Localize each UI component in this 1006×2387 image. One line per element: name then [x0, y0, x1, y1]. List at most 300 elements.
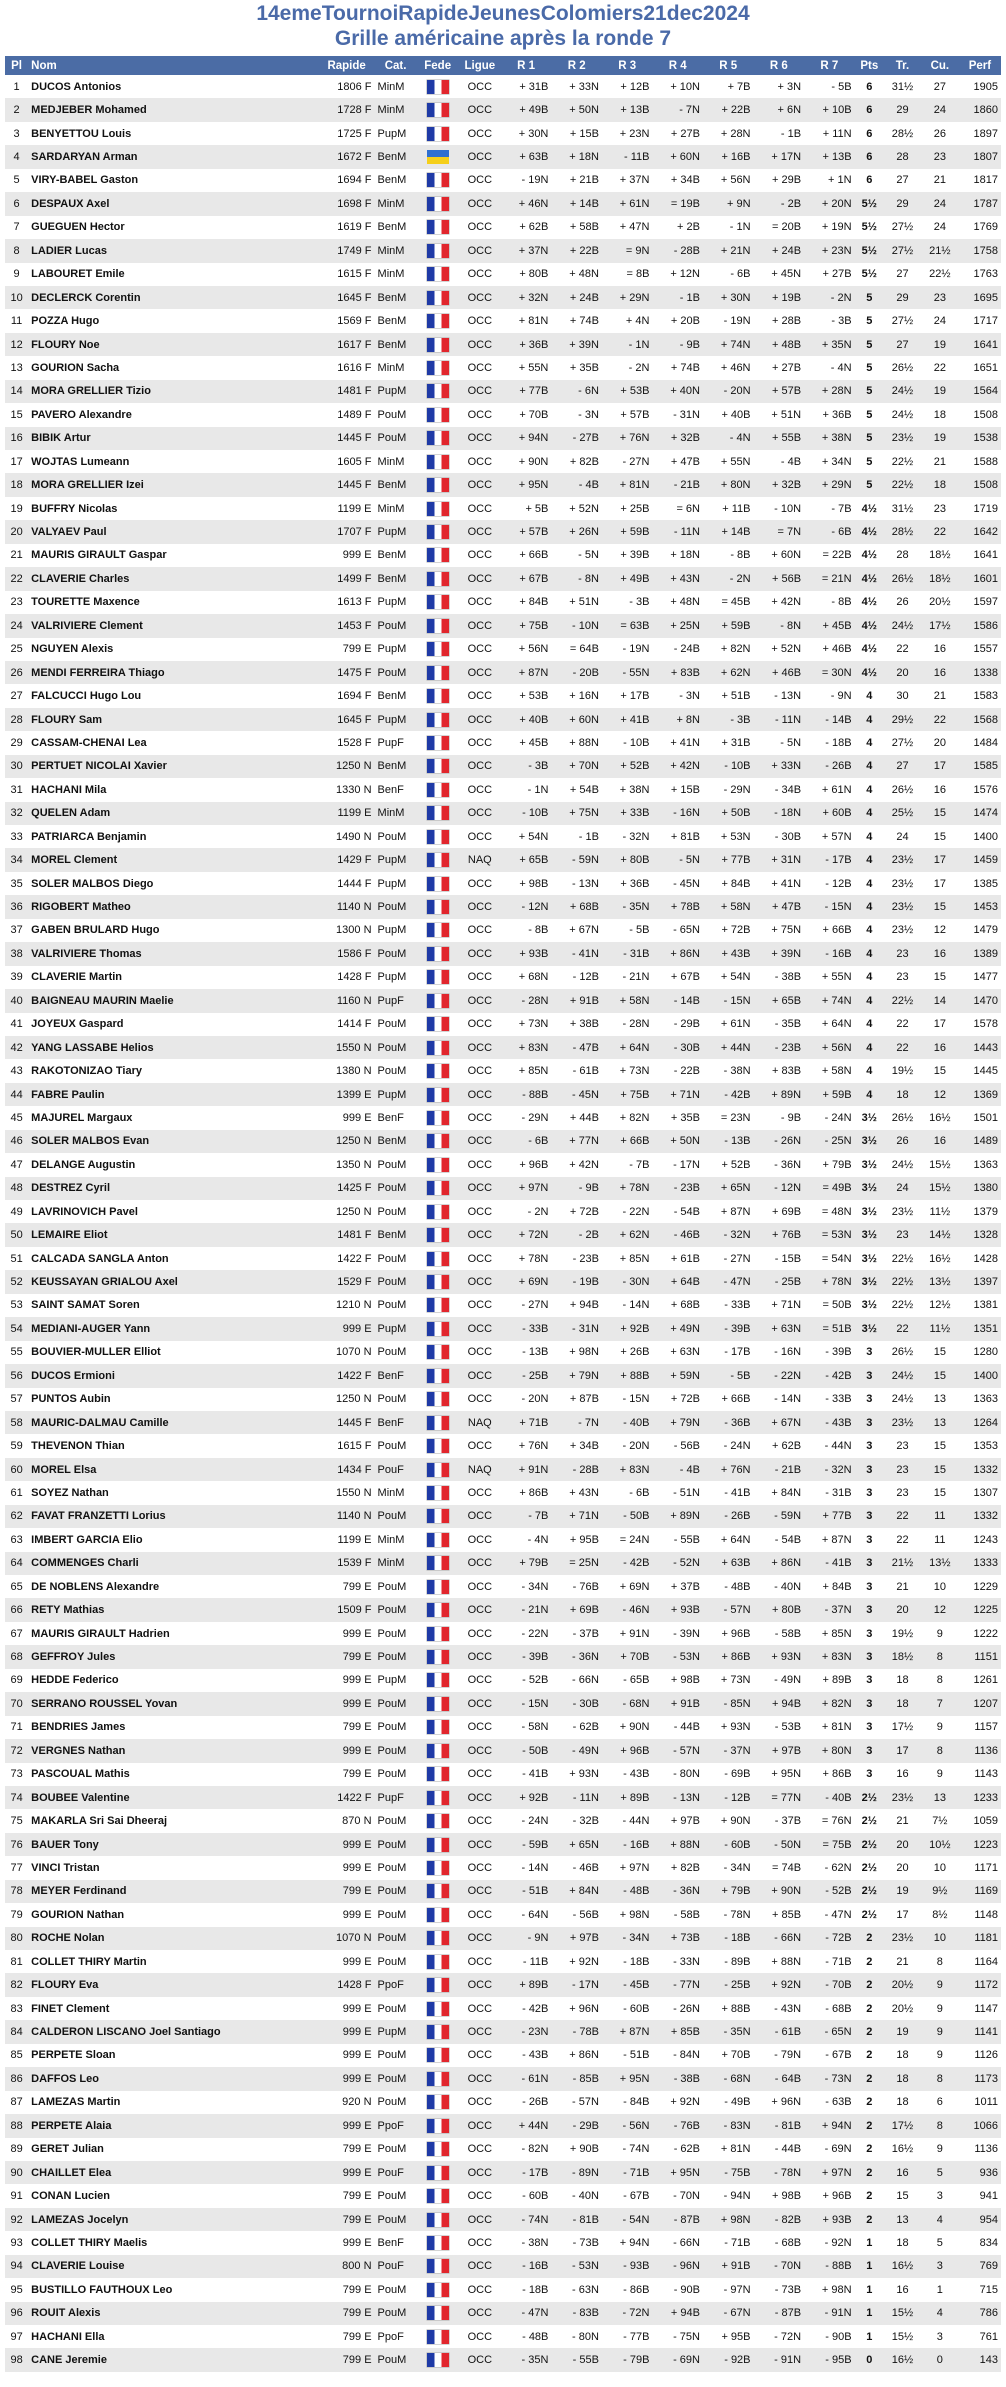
round-4-cell: - 51N: [652, 1481, 703, 1504]
points-cell: 1: [855, 2325, 884, 2348]
round-4-cell: - 58B: [652, 1903, 703, 1926]
round-6-cell: - 22N: [754, 1364, 805, 1387]
round-3-cell: - 16B: [602, 1833, 653, 1856]
french-flag-icon: [427, 291, 449, 305]
federation-cell: [417, 1083, 459, 1106]
round-1-cell: - 6B: [501, 1130, 552, 1153]
federation-cell: [417, 1434, 459, 1457]
table-row: [5, 75, 1001, 98]
round-1-cell: - 13B: [501, 1341, 552, 1364]
round-3-cell: - 71B: [602, 2161, 653, 2184]
category-cell: MinM: [375, 497, 417, 520]
tiebreak-cu-cell: 15: [921, 825, 959, 848]
round-2-cell: - 78B: [551, 2020, 602, 2043]
french-flag-icon: [427, 478, 449, 492]
round-6-cell: + 48B: [754, 333, 805, 356]
category-cell: PupF: [375, 989, 417, 1012]
round-4-cell: - 9B: [652, 333, 703, 356]
round-4-cell: - 23B: [652, 1177, 703, 1200]
points-cell: 5: [855, 427, 884, 450]
round-7-cell: + 74N: [804, 989, 855, 1012]
round-7-cell: + 19N: [804, 216, 855, 239]
page-title: 14emeTournoiRapideJeunesColomiers21dec2024: [256, 2, 750, 25]
french-flag-icon: [427, 1416, 449, 1430]
tiebreak-cu-cell: 9: [921, 1622, 959, 1645]
round-3-cell: + 25B: [602, 497, 653, 520]
place-cell: 79: [5, 1903, 28, 1926]
table-row: [5, 1106, 1001, 1129]
category-cell: PouM: [375, 1598, 417, 1621]
round-6-cell: + 88N: [754, 1950, 805, 1973]
federation-cell: [417, 2138, 459, 2161]
round-2-cell: + 88N: [551, 731, 602, 754]
round-4-cell: - 11N: [652, 520, 703, 543]
round-3-cell: + 87N: [602, 2020, 653, 2043]
rating-cell: 799 E: [319, 2184, 375, 2207]
performance-cell: 1222: [959, 1622, 1001, 1645]
place-cell: 9: [5, 263, 28, 286]
rating-cell: 1445 F: [319, 427, 375, 450]
tiebreak-tr-cell: 23: [884, 1434, 921, 1457]
points-cell: 0: [855, 2348, 884, 2371]
place-cell: 45: [5, 1106, 28, 1129]
table-row: [5, 1786, 1001, 1809]
category-cell: PupM: [375, 919, 417, 942]
round-5-cell: - 92B: [703, 2348, 754, 2371]
round-1-cell: - 1N: [501, 778, 552, 801]
round-2-cell: - 63N: [551, 2278, 602, 2301]
round-4-cell: + 83B: [652, 661, 703, 684]
tiebreak-tr-cell: 26½: [884, 1106, 921, 1129]
round-5-cell: + 96B: [703, 1622, 754, 1645]
rating-cell: 999 E: [319, 1856, 375, 1879]
category-cell: PouM: [375, 1739, 417, 1762]
round-2-cell: = 64B: [551, 638, 602, 661]
place-cell: 97: [5, 2325, 28, 2348]
league-cell: OCC: [459, 1997, 501, 2020]
table-row: [5, 638, 1001, 661]
league-cell: OCC: [459, 450, 501, 473]
rating-cell: 1140 N: [319, 1505, 375, 1528]
place-cell: 88: [5, 2114, 28, 2137]
league-cell: OCC: [459, 75, 501, 98]
league-cell: OCC: [459, 263, 501, 286]
round-5-cell: + 61N: [703, 1013, 754, 1036]
performance-cell: 1807: [959, 145, 1001, 168]
round-6-cell: - 9B: [754, 1106, 805, 1129]
round-4-cell: - 24B: [652, 638, 703, 661]
round-5-cell: + 80N: [703, 473, 754, 496]
federation-cell: [417, 1341, 459, 1364]
rating-cell: 999 E: [319, 1950, 375, 1973]
performance-cell: 1769: [959, 216, 1001, 239]
tiebreak-tr-cell: 18½: [884, 1645, 921, 1668]
round-6-cell: + 71N: [754, 1294, 805, 1317]
rating-cell: 799 E: [319, 2302, 375, 2325]
tiebreak-cu-cell: 19: [921, 427, 959, 450]
player-name-cell: VALRIVIERE Thomas: [28, 942, 319, 965]
round-4-cell: - 96N: [652, 2255, 703, 2278]
points-cell: 4: [855, 1083, 884, 1106]
round-4-cell: + 48N: [652, 591, 703, 614]
table-row: [5, 1294, 1001, 1317]
table-row: [5, 1880, 1001, 1903]
tiebreak-cu-cell: 3: [921, 2184, 959, 2207]
place-cell: 21: [5, 544, 28, 567]
round-7-cell: - 8B: [804, 591, 855, 614]
round-3-cell: + 39B: [602, 544, 653, 567]
category-cell: PouM: [375, 2138, 417, 2161]
points-cell: 3½: [855, 1130, 884, 1153]
rating-cell: 1199 E: [319, 1528, 375, 1551]
place-cell: 50: [5, 1223, 28, 1246]
round-4-cell: - 90B: [652, 2278, 703, 2301]
rating-cell: 1475 F: [319, 661, 375, 684]
rating-cell: 1160 N: [319, 989, 375, 1012]
player-name-cell: FLOURY Sam: [28, 708, 319, 731]
category-cell: MinM: [375, 1528, 417, 1551]
performance-cell: 1126: [959, 2044, 1001, 2067]
french-flag-icon: [427, 642, 449, 656]
tiebreak-cu-cell: 3: [921, 2255, 959, 2278]
round-4-cell: + 93B: [652, 1598, 703, 1621]
column-header: Pts: [855, 56, 884, 75]
round-6-cell: - 61B: [754, 2020, 805, 2043]
round-3-cell: + 52B: [602, 755, 653, 778]
federation-cell: [417, 333, 459, 356]
league-cell: OCC: [459, 1505, 501, 1528]
round-1-cell: - 33B: [501, 1317, 552, 1340]
tiebreak-cu-cell: 15: [921, 1458, 959, 1481]
round-5-cell: + 88B: [703, 1997, 754, 2020]
points-cell: 3: [855, 1341, 884, 1364]
federation-cell: [417, 1880, 459, 1903]
round-1-cell: + 72N: [501, 1223, 552, 1246]
round-1-cell: + 71B: [501, 1411, 552, 1434]
tiebreak-tr-cell: 26½: [884, 567, 921, 590]
league-cell: OCC: [459, 2067, 501, 2090]
round-7-cell: - 71B: [804, 1950, 855, 1973]
french-flag-icon: [427, 2259, 449, 2273]
league-cell: OCC: [459, 1294, 501, 1317]
rating-cell: 1645 F: [319, 708, 375, 731]
category-cell: PouM: [375, 2044, 417, 2067]
column-header: R 5: [703, 56, 754, 75]
performance-cell: 941: [959, 2184, 1001, 2207]
round-1-cell: - 43B: [501, 2044, 552, 2067]
round-7-cell: + 78N: [804, 1270, 855, 1293]
french-flag-icon: [427, 1861, 449, 1875]
french-flag-icon: [427, 1791, 449, 1805]
tiebreak-cu-cell: 12: [921, 1083, 959, 1106]
round-4-cell: - 55B: [652, 1528, 703, 1551]
round-4-cell: + 74B: [652, 356, 703, 379]
player-name-cell: CASSAM-CHENAI Lea: [28, 731, 319, 754]
french-flag-icon: [427, 1509, 449, 1523]
table-header-row: [5, 56, 1001, 75]
round-7-cell: - 6B: [804, 520, 855, 543]
round-2-cell: - 56B: [551, 1903, 602, 1926]
round-3-cell: + 17B: [602, 684, 653, 707]
french-flag-icon: [427, 1134, 449, 1148]
performance-cell: 1280: [959, 1341, 1001, 1364]
federation-cell: [417, 755, 459, 778]
round-6-cell: - 35B: [754, 1013, 805, 1036]
round-2-cell: + 70N: [551, 755, 602, 778]
rating-cell: 999 E: [319, 1903, 375, 1926]
place-cell: 66: [5, 1598, 28, 1621]
player-name-cell: THEVENON Thian: [28, 1434, 319, 1457]
performance-cell: 1445: [959, 1059, 1001, 1082]
place-cell: 4: [5, 145, 28, 168]
league-cell: OCC: [459, 1950, 501, 1973]
player-name-cell: GUEGUEN Hector: [28, 216, 319, 239]
round-6-cell: - 44B: [754, 2138, 805, 2161]
rating-cell: 1550 N: [319, 1481, 375, 1504]
federation-cell: [417, 1177, 459, 1200]
round-2-cell: + 94B: [551, 1294, 602, 1317]
place-cell: 58: [5, 1411, 28, 1434]
french-flag-icon: [427, 1627, 449, 1641]
tiebreak-cu-cell: 18: [921, 473, 959, 496]
player-name-cell: YANG LASSABE Helios: [28, 1036, 319, 1059]
rating-cell: 1422 F: [319, 1364, 375, 1387]
table-row: [5, 2020, 1001, 2043]
category-cell: PouM: [375, 1763, 417, 1786]
tiebreak-tr-cell: 23: [884, 1458, 921, 1481]
federation-cell: [417, 380, 459, 403]
round-1-cell: + 46N: [501, 192, 552, 215]
rating-cell: 999 E: [319, 1997, 375, 2020]
round-6-cell: + 83B: [754, 1059, 805, 1082]
federation-cell: [417, 2278, 459, 2301]
place-cell: 95: [5, 2278, 28, 2301]
round-6-cell: + 47B: [754, 895, 805, 918]
league-cell: OCC: [459, 1856, 501, 1879]
place-cell: 54: [5, 1317, 28, 1340]
performance-cell: 1443: [959, 1036, 1001, 1059]
category-cell: PouF: [375, 2161, 417, 2184]
points-cell: 5: [855, 380, 884, 403]
round-5-cell: + 21N: [703, 239, 754, 262]
table-row: [5, 1411, 1001, 1434]
round-4-cell: + 37B: [652, 1575, 703, 1598]
round-7-cell: - 90B: [804, 2325, 855, 2348]
league-cell: OCC: [459, 1317, 501, 1340]
league-cell: OCC: [459, 1270, 501, 1293]
round-1-cell: + 73N: [501, 1013, 552, 1036]
french-flag-icon: [427, 1228, 449, 1242]
round-4-cell: + 12N: [652, 263, 703, 286]
player-name-cell: BENDRIES James: [28, 1716, 319, 1739]
round-4-cell: + 34B: [652, 169, 703, 192]
round-4-cell: - 80N: [652, 1763, 703, 1786]
league-cell: OCC: [459, 2184, 501, 2207]
league-cell: OCC: [459, 872, 501, 895]
french-flag-icon: [427, 408, 449, 422]
round-2-cell: + 92N: [551, 1950, 602, 1973]
category-cell: PupM: [375, 1317, 417, 1340]
round-1-cell: - 59B: [501, 1833, 552, 1856]
rating-cell: 999 E: [319, 544, 375, 567]
round-2-cell: + 21B: [551, 169, 602, 192]
tiebreak-cu-cell: 9: [921, 2138, 959, 2161]
federation-cell: [417, 848, 459, 871]
round-6-cell: = 77N: [754, 1786, 805, 1809]
performance-cell: 1817: [959, 169, 1001, 192]
round-3-cell: + 83N: [602, 1458, 653, 1481]
round-4-cell: + 41N: [652, 731, 703, 754]
player-name-cell: PERTUET NICOLAI Xavier: [28, 755, 319, 778]
round-3-cell: - 19N: [602, 638, 653, 661]
round-4-cell: + 60N: [652, 145, 703, 168]
rating-cell: 1428 F: [319, 966, 375, 989]
french-flag-icon: [427, 736, 449, 750]
round-5-cell: - 48B: [703, 1575, 754, 1598]
league-cell: OCC: [459, 169, 501, 192]
tiebreak-tr-cell: 26: [884, 591, 921, 614]
tiebreak-cu-cell: 0: [921, 2348, 959, 2371]
table-row: [5, 1341, 1001, 1364]
points-cell: 2: [855, 2138, 884, 2161]
place-cell: 67: [5, 1622, 28, 1645]
round-2-cell: + 22B: [551, 239, 602, 262]
round-7-cell: + 93B: [804, 2208, 855, 2231]
round-2-cell: - 62B: [551, 1716, 602, 1739]
round-4-cell: + 49N: [652, 1317, 703, 1340]
round-3-cell: - 2N: [602, 356, 653, 379]
round-2-cell: + 39N: [551, 333, 602, 356]
category-cell: MinM: [375, 356, 417, 379]
round-4-cell: + 47B: [652, 450, 703, 473]
round-2-cell: + 75N: [551, 802, 602, 825]
table-row: [5, 1317, 1001, 1340]
round-6-cell: + 97B: [754, 1739, 805, 1762]
federation-cell: [417, 1200, 459, 1223]
performance-cell: 1585: [959, 755, 1001, 778]
round-4-cell: + 2B: [652, 216, 703, 239]
round-4-cell: + 8N: [652, 708, 703, 731]
league-cell: OCC: [459, 825, 501, 848]
round-2-cell: - 27B: [551, 427, 602, 450]
round-3-cell: + 78N: [602, 1177, 653, 1200]
round-4-cell: + 92N: [652, 2091, 703, 2114]
federation-cell: [417, 239, 459, 262]
round-5-cell: - 75B: [703, 2161, 754, 2184]
category-cell: MinM: [375, 75, 417, 98]
round-6-cell: + 92N: [754, 1973, 805, 1996]
round-4-cell: + 59N: [652, 1364, 703, 1387]
round-3-cell: + 76N: [602, 427, 653, 450]
performance-cell: 1400: [959, 825, 1001, 848]
table-row: [5, 1833, 1001, 1856]
round-2-cell: + 74B: [551, 309, 602, 332]
table-row: [5, 1036, 1001, 1059]
rating-cell: 1422 F: [319, 1786, 375, 1809]
round-2-cell: - 28B: [551, 1458, 602, 1481]
player-name-cell: DAFFOS Leo: [28, 2067, 319, 2090]
french-flag-icon: [427, 2166, 449, 2180]
round-6-cell: + 67N: [754, 1411, 805, 1434]
round-1-cell: + 78N: [501, 1247, 552, 1270]
rating-cell: 999 E: [319, 2231, 375, 2254]
round-5-cell: - 38N: [703, 1059, 754, 1082]
league-cell: OCC: [459, 1013, 501, 1036]
player-name-cell: HACHANI Mila: [28, 778, 319, 801]
points-cell: 4: [855, 895, 884, 918]
tiebreak-cu-cell: 21: [921, 684, 959, 707]
place-cell: 87: [5, 2091, 28, 2114]
table-row: [5, 216, 1001, 239]
round-7-cell: - 72B: [804, 1927, 855, 1950]
round-3-cell: + 61N: [602, 192, 653, 215]
french-flag-icon: [427, 384, 449, 398]
performance-cell: 1351: [959, 1317, 1001, 1340]
category-cell: PouM: [375, 1200, 417, 1223]
federation-cell: [417, 1903, 459, 1926]
round-4-cell: - 22B: [652, 1059, 703, 1082]
points-cell: 4: [855, 942, 884, 965]
place-cell: 61: [5, 1481, 28, 1504]
round-7-cell: - 63B: [804, 2091, 855, 2114]
french-flag-icon: [427, 173, 449, 187]
points-cell: 3: [855, 1411, 884, 1434]
round-1-cell: - 39B: [501, 1645, 552, 1668]
table-row: [5, 755, 1001, 778]
place-cell: 77: [5, 1856, 28, 1879]
table-row: [5, 1622, 1001, 1645]
place-cell: 46: [5, 1130, 28, 1153]
tiebreak-tr-cell: 25½: [884, 802, 921, 825]
round-3-cell: + 36B: [602, 872, 653, 895]
french-flag-icon: [427, 1838, 449, 1852]
round-6-cell: - 72N: [754, 2325, 805, 2348]
tiebreak-tr-cell: 17½: [884, 2114, 921, 2137]
round-3-cell: - 6B: [602, 1481, 653, 1504]
french-flag-icon: [427, 2189, 449, 2203]
round-6-cell: + 6N: [754, 98, 805, 121]
french-flag-icon: [427, 431, 449, 445]
category-cell: MinM: [375, 239, 417, 262]
french-flag-icon: [427, 267, 449, 281]
round-4-cell: - 69N: [652, 2348, 703, 2371]
round-4-cell: - 1B: [652, 286, 703, 309]
player-name-cell: VALRIVIERE Clement: [28, 614, 319, 637]
french-flag-icon: [427, 1064, 449, 1078]
round-4-cell: + 89N: [652, 1505, 703, 1528]
round-2-cell: - 4B: [551, 473, 602, 496]
place-cell: 18: [5, 473, 28, 496]
round-6-cell: + 52N: [754, 638, 805, 661]
round-7-cell: - 9N: [804, 684, 855, 707]
column-header: Cu.: [921, 56, 959, 75]
round-2-cell: - 83B: [551, 2302, 602, 2325]
federation-cell: [417, 1059, 459, 1082]
round-4-cell: - 39N: [652, 1622, 703, 1645]
round-1-cell: - 61N: [501, 2067, 552, 2090]
tiebreak-cu-cell: 15: [921, 966, 959, 989]
round-5-cell: - 4N: [703, 427, 754, 450]
rating-cell: 1425 F: [319, 1177, 375, 1200]
rating-cell: 1380 N: [319, 1059, 375, 1082]
table-row: [5, 1552, 1001, 1575]
round-5-cell: + 59B: [703, 614, 754, 637]
french-flag-icon: [427, 2142, 449, 2156]
round-4-cell: - 70N: [652, 2184, 703, 2207]
round-3-cell: + 53B: [602, 380, 653, 403]
league-cell: OCC: [459, 1692, 501, 1715]
federation-cell: [417, 2348, 459, 2371]
